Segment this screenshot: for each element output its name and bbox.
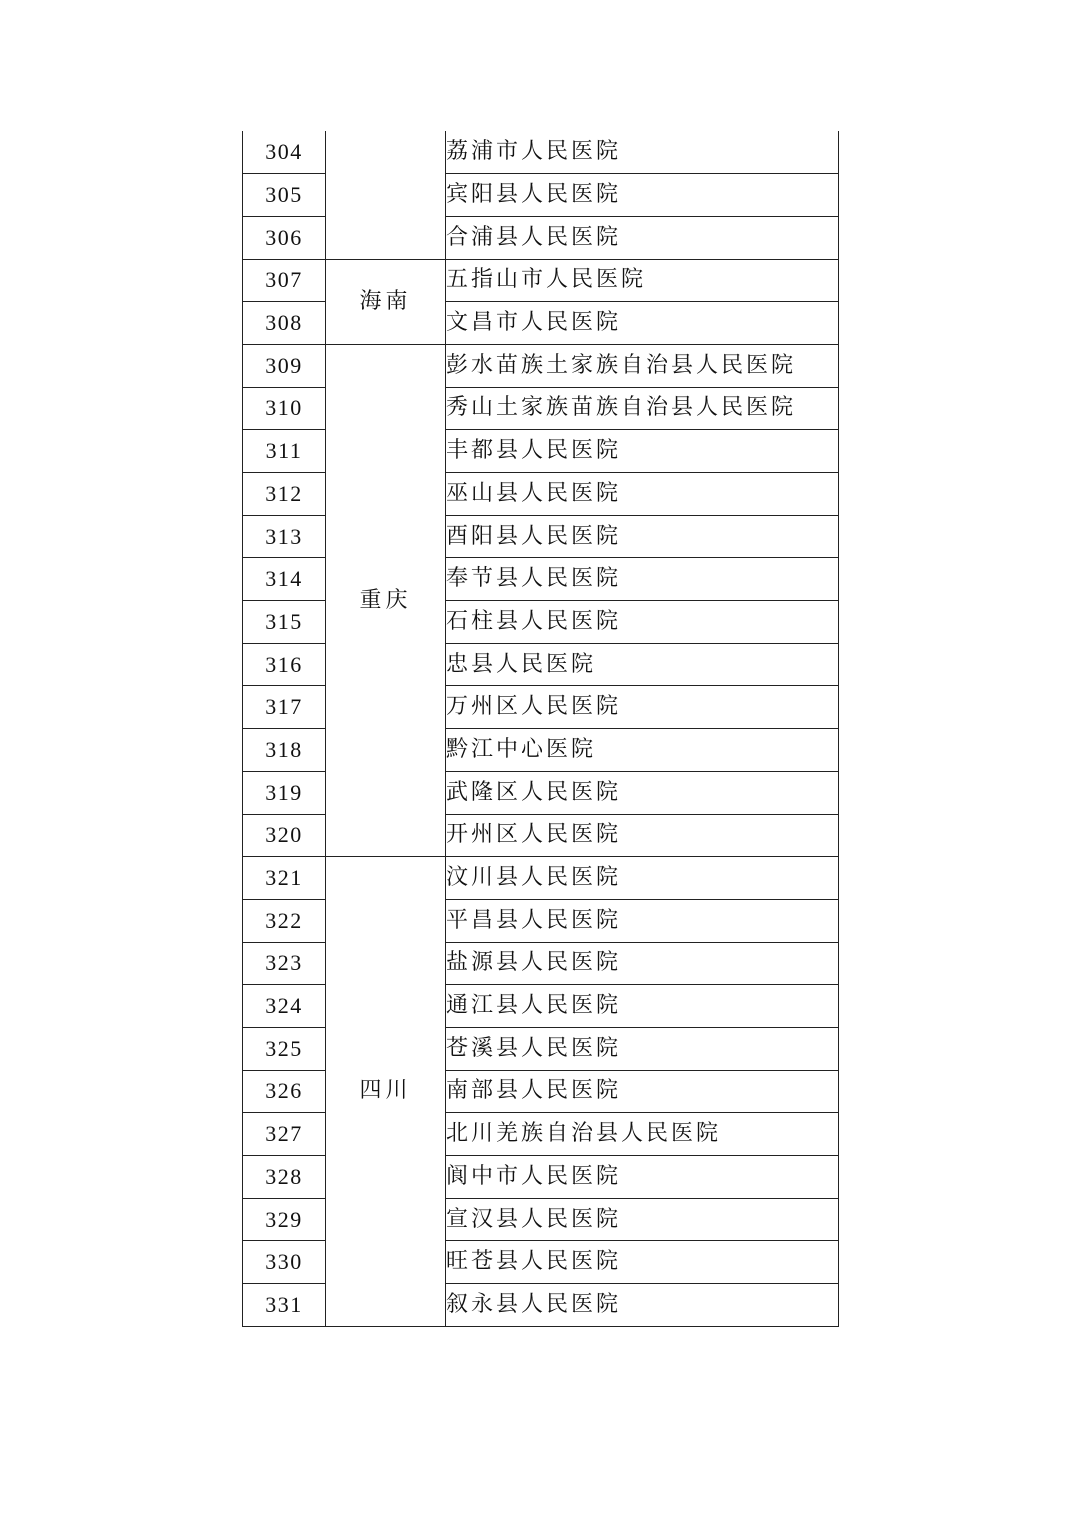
hospital-name-cell: 黔江中心医院: [446, 729, 839, 772]
province-cell: 四川: [326, 857, 446, 1327]
hospital-name-cell: 荔浦市人民医院: [446, 131, 839, 174]
row-number-cell: 321: [243, 857, 326, 900]
row-number-cell: 319: [243, 771, 326, 814]
province-cell: 海南: [326, 259, 446, 344]
row-number-cell: 324: [243, 985, 326, 1028]
hospital-name-cell: 万州区人民医院: [446, 686, 839, 729]
row-number-cell: 331: [243, 1284, 326, 1327]
hospital-name-cell: 五指山市人民医院: [446, 259, 839, 302]
hospital-name-cell: 北川羌族自治县人民医院: [446, 1113, 839, 1156]
hospital-name-cell: 彭水苗族土家族自治县人民医院: [446, 344, 839, 387]
row-number-cell: 308: [243, 302, 326, 345]
row-number-cell: 313: [243, 515, 326, 558]
hospital-name-cell: 宣汉县人民医院: [446, 1198, 839, 1241]
hospital-table: [242, 131, 839, 1327]
hospital-name-cell: 汶川县人民医院: [446, 857, 839, 900]
row-number-cell: 330: [243, 1241, 326, 1284]
hospital-name-cell: 巫山县人民医院: [446, 473, 839, 516]
row-number-cell: 327: [243, 1113, 326, 1156]
hospital-name-cell: 奉节县人民医院: [446, 558, 839, 601]
hospital-name-cell: 丰都县人民医院: [446, 430, 839, 473]
hospital-name-cell: 秀山土家族苗族自治县人民医院: [446, 387, 839, 430]
row-number-cell: 306: [243, 216, 326, 259]
row-number-cell: 316: [243, 643, 326, 686]
row-number-cell: 314: [243, 558, 326, 601]
row-number-cell: 329: [243, 1198, 326, 1241]
table-body: [243, 131, 839, 1326]
hospital-name-cell: 旺苍县人民医院: [446, 1241, 839, 1284]
row-number-cell: 323: [243, 942, 326, 985]
row-number-cell: 322: [243, 899, 326, 942]
row-number-cell: 305: [243, 174, 326, 217]
row-number-cell: 309: [243, 344, 326, 387]
hospital-name-cell: 石柱县人民医院: [446, 601, 839, 644]
hospital-name-cell: 合浦县人民医院: [446, 216, 839, 259]
row-number-cell: 315: [243, 601, 326, 644]
hospital-name-cell: 宾阳县人民医院: [446, 174, 839, 217]
hospital-name-cell: 平昌县人民医院: [446, 899, 839, 942]
table-row: [243, 344, 839, 387]
hospital-name-cell: 南部县人民医院: [446, 1070, 839, 1113]
hospital-name-cell: 苍溪县人民医院: [446, 1027, 839, 1070]
row-number-cell: 320: [243, 814, 326, 857]
table-row: [243, 259, 839, 302]
row-number-cell: 304: [243, 131, 326, 174]
hospital-name-cell: 通江县人民医院: [446, 985, 839, 1028]
row-number-cell: 311: [243, 430, 326, 473]
hospital-name-cell: 忠县人民医院: [446, 643, 839, 686]
row-number-cell: 325: [243, 1027, 326, 1070]
hospital-name-cell: 酉阳县人民医院: [446, 515, 839, 558]
hospital-name-cell: 阆中市人民医院: [446, 1156, 839, 1199]
row-number-cell: 310: [243, 387, 326, 430]
hospital-name-cell: 盐源县人民医院: [446, 942, 839, 985]
hospital-name-cell: 文昌市人民医院: [446, 302, 839, 345]
row-number-cell: 328: [243, 1156, 326, 1199]
row-number-cell: 318: [243, 729, 326, 772]
province-cell: 重庆: [326, 344, 446, 856]
row-number-cell: 312: [243, 473, 326, 516]
row-number-cell: 307: [243, 259, 326, 302]
table-row: [243, 131, 839, 174]
row-number-cell: 317: [243, 686, 326, 729]
province-cell: [326, 131, 446, 259]
hospital-name-cell: 武隆区人民医院: [446, 771, 839, 814]
hospital-name-cell: 叙永县人民医院: [446, 1284, 839, 1327]
table-row: [243, 857, 839, 900]
hospital-name-cell: 开州区人民医院: [446, 814, 839, 857]
row-number-cell: 326: [243, 1070, 326, 1113]
